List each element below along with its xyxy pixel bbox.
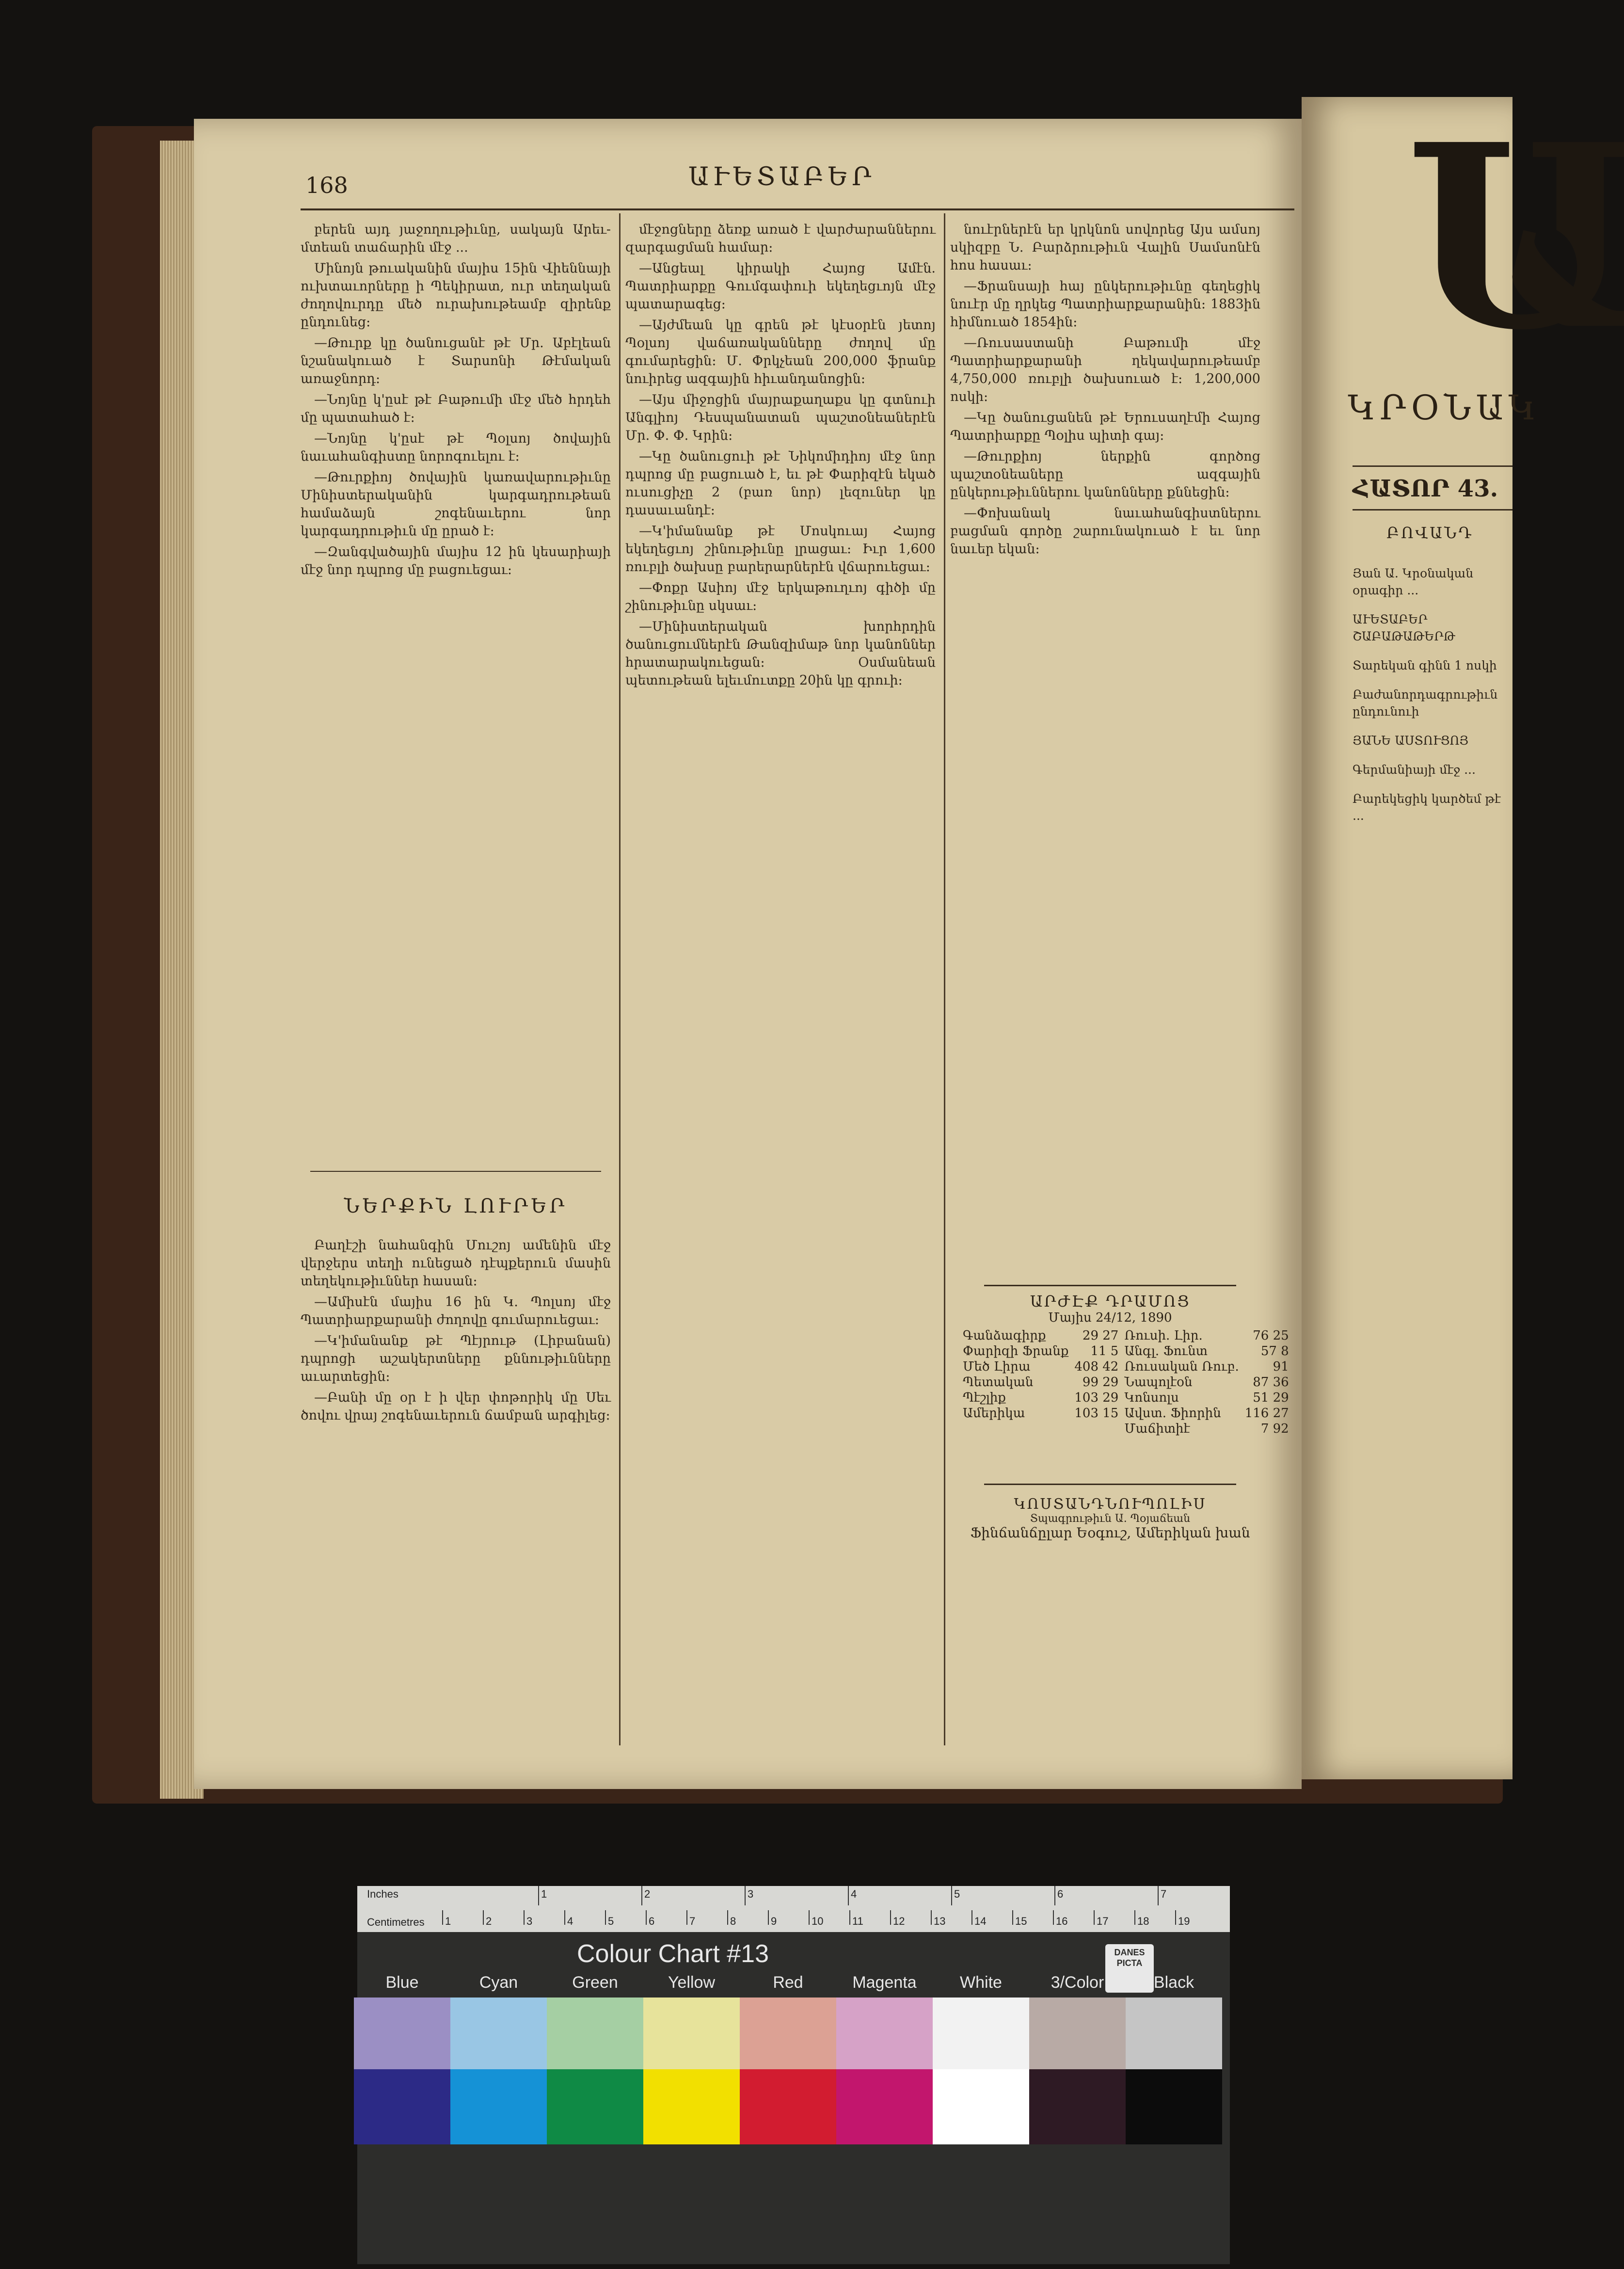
swatch-light: [933, 1997, 1029, 2069]
table-cell: Մեծ Լիրա: [963, 1359, 1031, 1374]
inch-tick: [848, 1886, 849, 1905]
cm-tick: [1012, 1910, 1013, 1925]
paragraph: —Ամիսէն մայիս 16 ին Կ. Պոլսոյ մէջ Պատրիարքարանի ժողովը գումարուեցաւ։: [301, 1294, 611, 1327]
swatch-dark: [1126, 2069, 1222, 2144]
paragraph: ՅԱՆԵ ԱՍՏՈՒՑՈՅ: [1353, 734, 1469, 748]
paragraph: —Թուրքիոյ ներքին գործոց պաշտօնեաները ազգային ընկերութիւններու կանոնները քննեցին։: [950, 449, 1260, 500]
chart-title: Colour Chart #13: [577, 1940, 769, 1968]
inch-tick-label: 7: [1161, 1888, 1167, 1900]
imprint-city: ԿՈՍՏԱՆԴՆՈՒՊՈԼԻՍ: [1014, 1496, 1207, 1513]
exchange-rates: [960, 1292, 1289, 1437]
swatch-light: [354, 1997, 450, 2069]
paragraph: մէջոցները ձեռք առած է վարժարաններու զարգացման համար։: [625, 222, 936, 255]
paragraph: նուէրներէն եր կրկնոն սովորեց Այս ամսոյ սկիզբը Ն. Բարձրութիւն Վալին Սամսոնէն հոս հասաւ։: [950, 222, 1260, 273]
cm-tick: [1175, 1910, 1176, 1925]
table-cell: Փարիզի Ֆրանք: [963, 1344, 1069, 1358]
swatch-label: White: [960, 1973, 1002, 1992]
table-cell: [960, 1421, 1071, 1437]
column-1: [301, 221, 611, 1195]
paragraph: —Նոյնը կ'ըսէ թէ Պօլսոյ ծովային նաւահանգիստը նորոգուելու է։: [301, 431, 611, 464]
inch-tick: [1054, 1886, 1055, 1905]
right-rule-2: [1353, 509, 1513, 511]
cm-tick-label: 14: [974, 1915, 987, 1927]
paragraph: —Փոխանակ նաւահանգիստներու բացման գործը շարունակուած է եւ նոր նաւեր եկան։: [950, 506, 1260, 557]
table-cell: 76 25: [1253, 1328, 1289, 1343]
table-row: [960, 1359, 1292, 1374]
swatch-dark: [1029, 2069, 1126, 2144]
cm-tick-label: 10: [812, 1915, 824, 1927]
column-1-after: [301, 1236, 611, 1741]
paragraph: ԱՒԵՏԱԲԵՐ ՇԱԲԱԹԱԹԵՐԹ: [1353, 612, 1455, 643]
cm-tick: [524, 1910, 525, 1925]
swatch-label: Cyan: [479, 1973, 518, 1992]
paragraph: —Թուրք կը ծանուցանէ թէ Մր. Աբէլեան նշանակուած է Տարսոնի Թէմական առաջնորդ։: [301, 336, 611, 386]
table-cell: 29 27: [1082, 1328, 1119, 1343]
inch-tick-label: 6: [1057, 1888, 1064, 1900]
column-3: [950, 221, 1260, 1273]
paragraph: —Մինիստերական խորհրդին ծանուցումներէն Թանզիմաթ նոր կանոններ հրատարակուեցան։ Օսմանեան պետութեան ելեւմուտքը 20ին կը գրուի։: [625, 619, 936, 688]
table-cell: Նապոլէօն: [1124, 1375, 1193, 1390]
table-row: [960, 1406, 1292, 1421]
cm-tick: [931, 1910, 932, 1925]
swatch-light: [1029, 1997, 1126, 2069]
right-column: [1353, 553, 1513, 1716]
table-cell: 7 92: [1260, 1422, 1289, 1436]
swatch-light: [450, 1997, 547, 2069]
swatch-label: Green: [572, 1973, 618, 1992]
table-cell: 87 36: [1253, 1375, 1289, 1390]
cm-tick-label: 11: [852, 1915, 863, 1927]
column-divider-2: [944, 213, 945, 1745]
column-divider-1: [619, 213, 621, 1745]
right-rule-1: [1353, 465, 1513, 467]
masthead-letter: Ա: [1406, 89, 1624, 385]
cm-tick: [1094, 1910, 1095, 1925]
cm-tick-label: 17: [1097, 1915, 1109, 1927]
swatch-label: Yellow: [668, 1973, 716, 1992]
swatch-light: [740, 1997, 836, 2069]
table-cell: 116 27: [1244, 1406, 1289, 1421]
table-row: [960, 1343, 1292, 1359]
table-cell: Պէշլիք: [963, 1390, 1006, 1405]
paragraph: —Կը ծանուցուի թէ Նիկոմիդիոյ մէջ նոր դպրոց մը բացուած է, եւ թէ Փարիզէն եկած ուսուցիչը 2 (բառ նոր) լեզուներ կը դասաւանդէ։: [625, 449, 936, 518]
cm-tick: [890, 1910, 891, 1925]
table-cell: 11 5: [1090, 1344, 1119, 1358]
table-cell: 51 29: [1253, 1390, 1289, 1405]
table-cell: Կոնսոլս: [1124, 1390, 1179, 1405]
cm-tick-label: 4: [567, 1915, 573, 1927]
cm-tick-label: 16: [1056, 1915, 1068, 1927]
paragraph: Գերմանիայի մէջ ...: [1353, 763, 1476, 777]
swatch-label: Red: [773, 1973, 803, 1992]
imprint: [960, 1496, 1260, 1541]
paragraph: —Թուրքիոյ ծովային կառավարութիւնը Մինիստերականին կարգադրութեան համաձայն շոգենաւերու նոր կարգադրութիւն մը ըրած է։: [301, 470, 611, 539]
page-number: 168: [305, 172, 348, 198]
cm-tick: [1134, 1910, 1135, 1925]
swatch-dark: [933, 2069, 1029, 2144]
swatch-light: [547, 1997, 643, 2069]
inch-tick: [745, 1886, 746, 1905]
table-row: [960, 1374, 1292, 1390]
table-row: [960, 1328, 1292, 1343]
inch-tick-label: 3: [748, 1888, 754, 1900]
paragraph: —Կ'իմանանք թէ Մոսկուայ Հայոց եկեղեցւոյ շինութիւնը լրացաւ։ Իւր 1,600 ռուբլի ծախսը բարերարներէն վճարուեցաւ։: [625, 524, 936, 575]
cm-tick: [605, 1910, 606, 1925]
table-cell: 408 42: [1074, 1359, 1119, 1374]
inch-tick-label: 4: [851, 1888, 857, 1900]
exchange-date: Մայիս 24/12, 1890: [1048, 1310, 1172, 1325]
table-cell: Գանձագիրք: [963, 1328, 1046, 1343]
paragraph: —Ռուսաստանի Բաթումի մէջ Պատրիարքարանի ղեկավարութեամբ 4,750,000 ռուբլի ծախսուած է։ 1,200,000 ոսկի։: [950, 336, 1260, 404]
imprint-printer: Տպագրութիւն Ա. Պօյաճեան: [1030, 1513, 1191, 1525]
paragraph: —Անցեալ կիրակի Հայոց Ամէն. Պատրիարքը Գումգափուի եկեղեցւոյն մէջ պատարագեց։: [625, 261, 936, 312]
swatch-dark: [740, 2069, 836, 2144]
swatch-dark: [354, 2069, 450, 2144]
column-2: [625, 221, 936, 1743]
table-cell: Ավստ. Ֆիորին: [1124, 1406, 1221, 1421]
right-subhead: ԲՈՎԱՆԴ: [1386, 524, 1474, 542]
cm-tick-label: 12: [893, 1915, 905, 1927]
table-cell: Անգլ. Ֆունտ: [1124, 1344, 1208, 1358]
exchange-title: ԱՐԺԷՔ ԴՐԱՄՈՑ: [1030, 1292, 1191, 1310]
imprint-address: Ֆինճանճըլար Եօգուշ, Ամերիկան խան: [970, 1525, 1250, 1541]
cm-tick-label: 18: [1137, 1915, 1149, 1927]
paragraph: —Կ'իմանանք թէ Պէյրութ (Լիբանան) դպրոցի աշակերտները քննութիւնները աւարտեցին։: [301, 1333, 611, 1384]
paragraph: բերեն այդ յաջողութիւնը, սակայն Արեւմտեան տաճարին մէջ ...: [301, 222, 611, 255]
table-cell: Մաճիտիէ: [1124, 1422, 1190, 1436]
swatch-label: 3/Color: [1051, 1973, 1104, 1992]
paragraph: —Զանգվածային մայիս 12 ին կեսարիայի մէջ նոր դպրոց մը բացուեցաւ։: [301, 544, 611, 577]
table-cell: 91: [1273, 1359, 1289, 1374]
paragraph: —Նոյնը կ'ըսէ թէ Բաթումի մէջ մեծ հրդեհ մը պատահած է։: [301, 392, 611, 425]
inch-tick-label: 2: [644, 1888, 651, 1900]
swatch-label: Black: [1153, 1973, 1194, 1992]
table-cell: Ռուսի. Լիր.: [1124, 1328, 1203, 1343]
cm-tick: [686, 1910, 687, 1925]
cm-tick: [564, 1910, 565, 1925]
section-heading: ՆԵՐՔԻՆ ԼՈՒՐԵՐ: [344, 1195, 568, 1217]
inch-tick-label: 5: [954, 1888, 960, 1900]
table-row: [960, 1421, 1292, 1437]
cm-tick: [646, 1910, 647, 1925]
section-rule-top: [310, 1171, 601, 1172]
logo-text: DANES PICTA: [1114, 1948, 1145, 1968]
cm-tick-label: 19: [1178, 1915, 1190, 1927]
cm-tick-label: 6: [649, 1915, 655, 1927]
table-cell: Ամերիկա: [963, 1406, 1025, 1421]
swatch-dark: [450, 2069, 547, 2144]
cm-tick: [483, 1910, 484, 1925]
paragraph: Բարեկեցիկ կարծեմ թէ ...: [1353, 792, 1501, 823]
cm-tick: [727, 1910, 728, 1925]
paragraph: Բաղէշի նահանգին Մուշոյ ամենին մէջ վերջերս տեղի ունեցած դէպքերուն մասին տեղեկութիւններ հասան։: [301, 1238, 611, 1289]
inch-tick-label: 1: [541, 1888, 547, 1900]
paragraph: Յան Ա. Կրօնական օրագիր ...: [1353, 566, 1474, 597]
paragraph: Բաժանորդագրութիւն ընդունուի: [1353, 687, 1498, 719]
cm-tick-label: 3: [526, 1915, 533, 1927]
table-cell: [1071, 1421, 1121, 1437]
cm-tick-label: 5: [608, 1915, 614, 1927]
paragraph: Տարեկան գինն 1 ոսկի: [1353, 658, 1497, 672]
inch-tick: [641, 1886, 642, 1905]
paragraph: Մինոյն թուականին մայիս 15ին Վիեննայի ուխտաւորները ի Պեկիրատ, ուր տեղական ժողովուրդը մեծ ուրախութեամբ զիրենք ընդունեց։: [301, 261, 611, 330]
paragraph: —Փոքր Ասիոյ մէջ երկաթուղւոյ գիծի մը շինութիւնը սկսաւ։: [625, 580, 936, 613]
exchange-table: [960, 1328, 1292, 1437]
table-cell: 57 8: [1260, 1344, 1289, 1358]
table-cell: Ռուսական Ռուբ.: [1124, 1359, 1239, 1374]
swatch-dark: [836, 2069, 933, 2144]
cm-tick: [442, 1910, 443, 1925]
running-title: ԱՒԵՏԱԲԵՐ: [688, 162, 876, 192]
table-cell: Պետական: [963, 1375, 1034, 1390]
cm-tick: [849, 1910, 850, 1925]
swatch-light: [1126, 1997, 1222, 2069]
cm-tick-label: 8: [730, 1915, 736, 1927]
cm-tick-label: 13: [934, 1915, 946, 1927]
inch-tick: [951, 1886, 952, 1905]
paragraph: —Այս միջոցին մայրաքաղաքս կը գտնուի Անգլիոյ Դեսպանատան պաշտօնեաներէն Մր. Փ. Փ. Կրին։: [625, 392, 936, 443]
cm-tick-label: 2: [486, 1915, 492, 1927]
swatch-dark: [643, 2069, 740, 2144]
ruler: [357, 1886, 1230, 1932]
swatch-light: [836, 1997, 933, 2069]
swatch-label: Blue: [385, 1973, 419, 1992]
ruler-cm-label: Centimetres: [367, 1916, 425, 1928]
swatch-label: Magenta: [852, 1973, 917, 1992]
cm-tick: [1053, 1910, 1054, 1925]
paragraph: —Բանի մը օր է ի վեր փոթորիկ մը Սեւ ծովու վրայ շոգենաւերուն ճամբան արգիլեց։: [301, 1390, 611, 1423]
cm-tick: [971, 1910, 972, 1925]
table-cell: 103 29: [1074, 1390, 1119, 1405]
issue-number: ՀԱՏՈՐ 43.: [1353, 475, 1498, 502]
cm-tick-label: 15: [1015, 1915, 1027, 1927]
cm-tick-label: 1: [445, 1915, 451, 1927]
paragraph: —Այժմեան կը գրեն թէ կէսօրէն յետոյ Պօլսոյ վաճառականները ժողով մը գումարեցին։ Մ. Փրկչեան 200,000 ֆրանք նուիրեց ազգային հիւանդանոցին։: [625, 318, 936, 386]
exchange-rule-bottom: [984, 1484, 1236, 1485]
swatch-dark: [547, 2069, 643, 2144]
paragraph: —Ֆրանսայի հայ ընկերութիւնը գեղեցիկ նուէր մը ղրկեց Պատրիարքարանին։ 1883ին հիմնուած 1854ին։: [950, 279, 1260, 330]
cm-tick-label: 9: [771, 1915, 777, 1927]
cm-tick-label: 7: [689, 1915, 696, 1927]
swatch-light: [643, 1997, 740, 2069]
inch-tick: [538, 1886, 539, 1905]
right-section-title: ԿՐՕՆԱԿ: [1348, 388, 1541, 428]
cm-tick: [768, 1910, 769, 1925]
ruler-inches-label: Inches: [367, 1888, 398, 1900]
cm-tick: [809, 1910, 810, 1925]
table-cell: 103 15: [1074, 1406, 1119, 1421]
header-rule: [301, 208, 1294, 210]
table-row: [960, 1390, 1292, 1406]
paragraph: —Կը ծանուցանեն թէ Երուսաղէմի Հայոց Պատրիարքը Պօլիս պիտի գայ։: [950, 410, 1260, 443]
table-cell: 99 29: [1082, 1375, 1119, 1390]
inch-tick: [1158, 1886, 1159, 1905]
exchange-rule-top: [984, 1285, 1236, 1286]
